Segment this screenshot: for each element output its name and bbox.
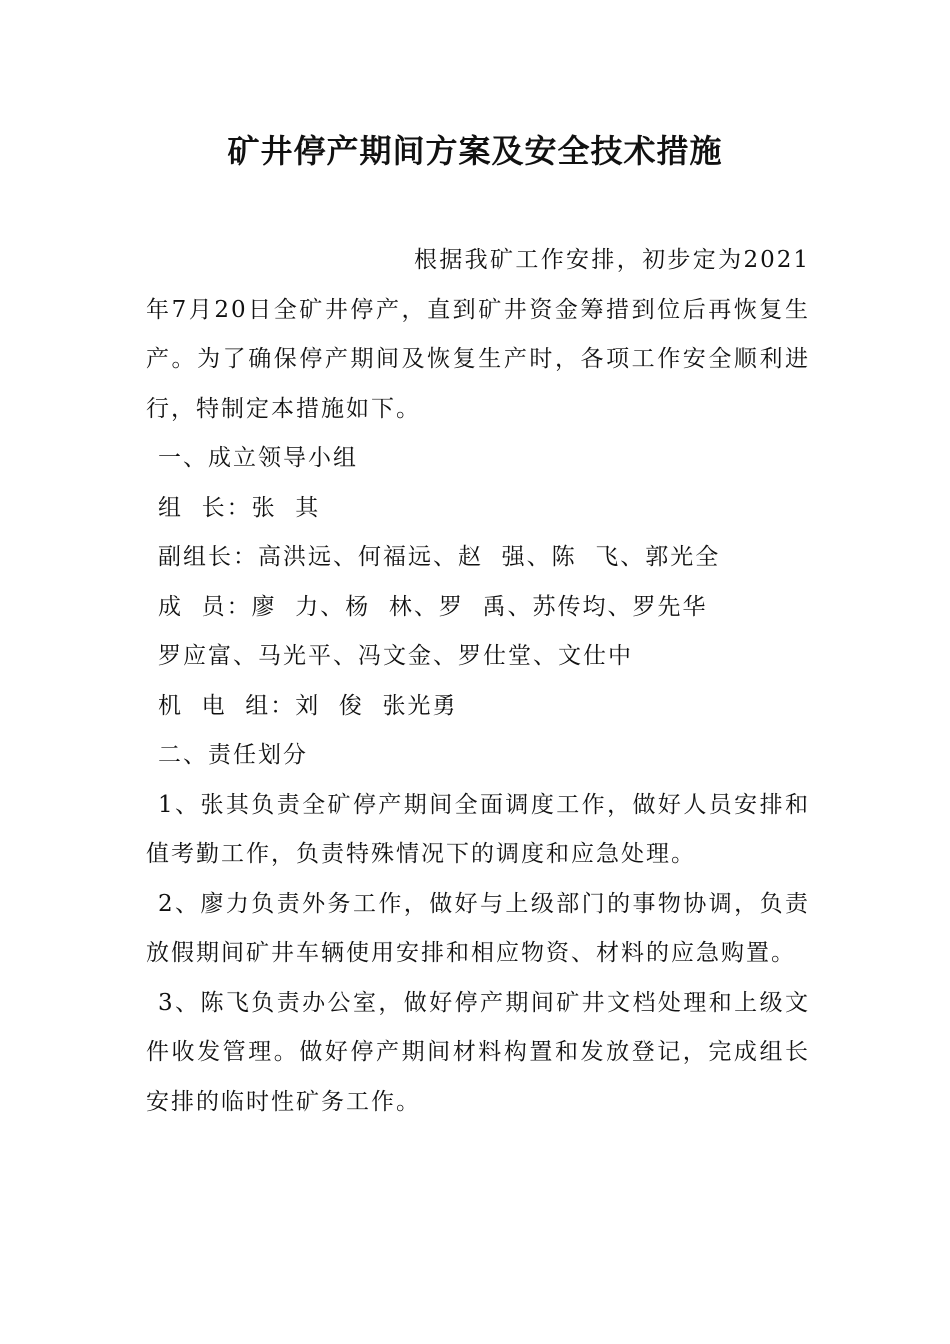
deputy-line: 副组长：高洪远、何福远、赵 强、陈 飞、郭光全	[158, 544, 721, 570]
section-heading-leadership: 一、成立领导小组	[158, 445, 358, 471]
responsibility-item-3-text: 3、陈飞负责办公室，做好停产期间矿井文档处理和上级文件收发管理。做好停产期间材料构置和发放登记，完成组长安排的临时性矿务工作。	[146, 989, 810, 1115]
document-title: 矿井停产期间方案及安全技术措施	[227, 132, 723, 170]
responsibility-item-3	[146, 979, 810, 1128]
section-heading-responsibilities: 二、责任划分	[158, 742, 308, 768]
electromech-group-line: 机 电 组：刘 俊 张光勇	[158, 692, 458, 719]
responsibility-item-2-text: 2、廖力负责外务工作，做好与上级部门的事物协调，负责放假期间矿井车辆使用安排和相应物资、材料的应急购置。	[146, 890, 810, 966]
responsibility-item-2	[146, 880, 810, 979]
document-body	[146, 236, 810, 1127]
leader-line: 组 长：张 其	[158, 494, 321, 521]
responsibility-item-1	[146, 781, 810, 880]
responsibility-item-1-text: 1、张其负责全矿停产期间全面调度工作，做好人员安排和值考勤工作，负责特殊情况下的调度和应急处理。	[146, 791, 810, 867]
members-line: 成 员：廖 力、杨 林、罗 禹、苏传均、罗先华	[158, 593, 708, 620]
members-continued-line: 罗应富、马光平、冯文金、罗仕堂、文仕中	[158, 643, 633, 669]
intro-paragraph: 根据我矿工作安排，初步定为2021年7月20日全矿井停产，直到矿井资金筹措到位后再恢复生产。为了确保停产期间及恢复生产时，各项工作安全顺利进行，特制定本措施如下。	[146, 247, 810, 422]
